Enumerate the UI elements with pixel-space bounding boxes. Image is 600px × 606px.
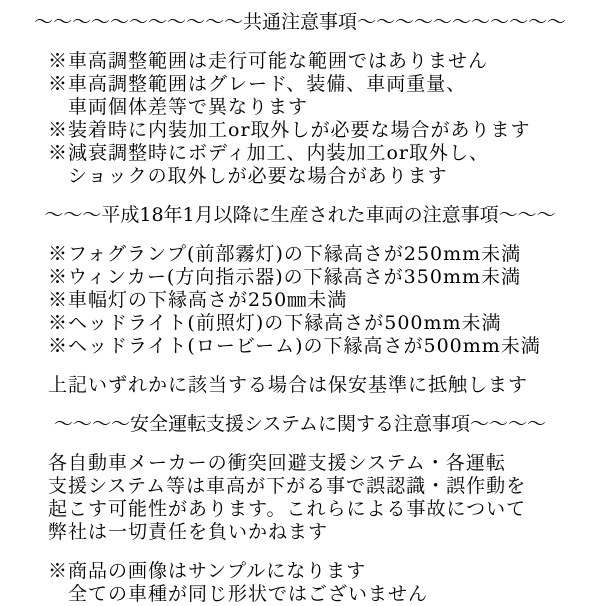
note-sample-image-cont: 全ての車種が同じ形状ではございません — [68, 583, 429, 605]
paragraph-assist-systems-4: 弊社は一切責任を負いかねます — [48, 521, 329, 543]
note-headlight-lowbeam-height: ※ヘッドライト(ロービーム)の下縁高さが500mm未満 — [48, 335, 541, 357]
note-damping-adjustment-work: ※減衰調整時にボディ加工、内装加工or取外し、 — [48, 142, 490, 164]
statement-safety-standard: 上記いずれかに該当する場合は保安基準に抵触します — [48, 374, 529, 396]
paragraph-assist-systems-1: 各自動車メーカーの衝突回避支援システム・各運転 — [48, 452, 506, 474]
header-common-notes: ～～～～～～～～～～～共通注意事項～～～～～～～～～～～ — [33, 11, 566, 33]
note-interior-work-required: ※装着時に内装加工or取外しが必要な場合があります — [48, 119, 531, 141]
note-turn-signal-height: ※ウィンカー(方向指示器)の下縁高さが350mm未満 — [48, 266, 521, 288]
note-fog-lamp-height: ※フォグランプ(前部霧灯)の下縁高さが250mm未満 — [48, 243, 522, 265]
paragraph-assist-systems-2: 支援システム等は車高が下がる事で誤認識・誤作動を — [48, 475, 527, 497]
note-side-marker-lamp-height: ※車幅灯の下縁高さが250㎜未満 — [48, 289, 348, 311]
note-headlight-height: ※ヘッドライト(前照灯)の下縁高さが500mm未満 — [48, 312, 502, 334]
header-post-heisei18-vehicles: ～～～平成18年1月以降に生産された車両の注意事項～～～ — [44, 204, 556, 226]
paragraph-assist-systems-3: 起こす可能性があります。これらによる事故について — [48, 498, 527, 520]
note-height-range-varies-cont: 車両個体差等で異なります — [68, 96, 309, 118]
note-height-range-not-drivable: ※車高調整範囲は走行可能な範囲ではありません — [48, 50, 489, 72]
note-sample-image: ※商品の画像はサンプルになります — [48, 560, 367, 582]
header-driving-assist-systems: ～～～～安全運転支援システムに関する注意事項～～～～ — [53, 413, 547, 435]
note-damping-adjustment-cont: ショックの取外しが必要な場合があります — [68, 165, 448, 187]
note-height-range-varies: ※車高調整範囲はグレード、装備、車両重量、 — [48, 73, 467, 95]
